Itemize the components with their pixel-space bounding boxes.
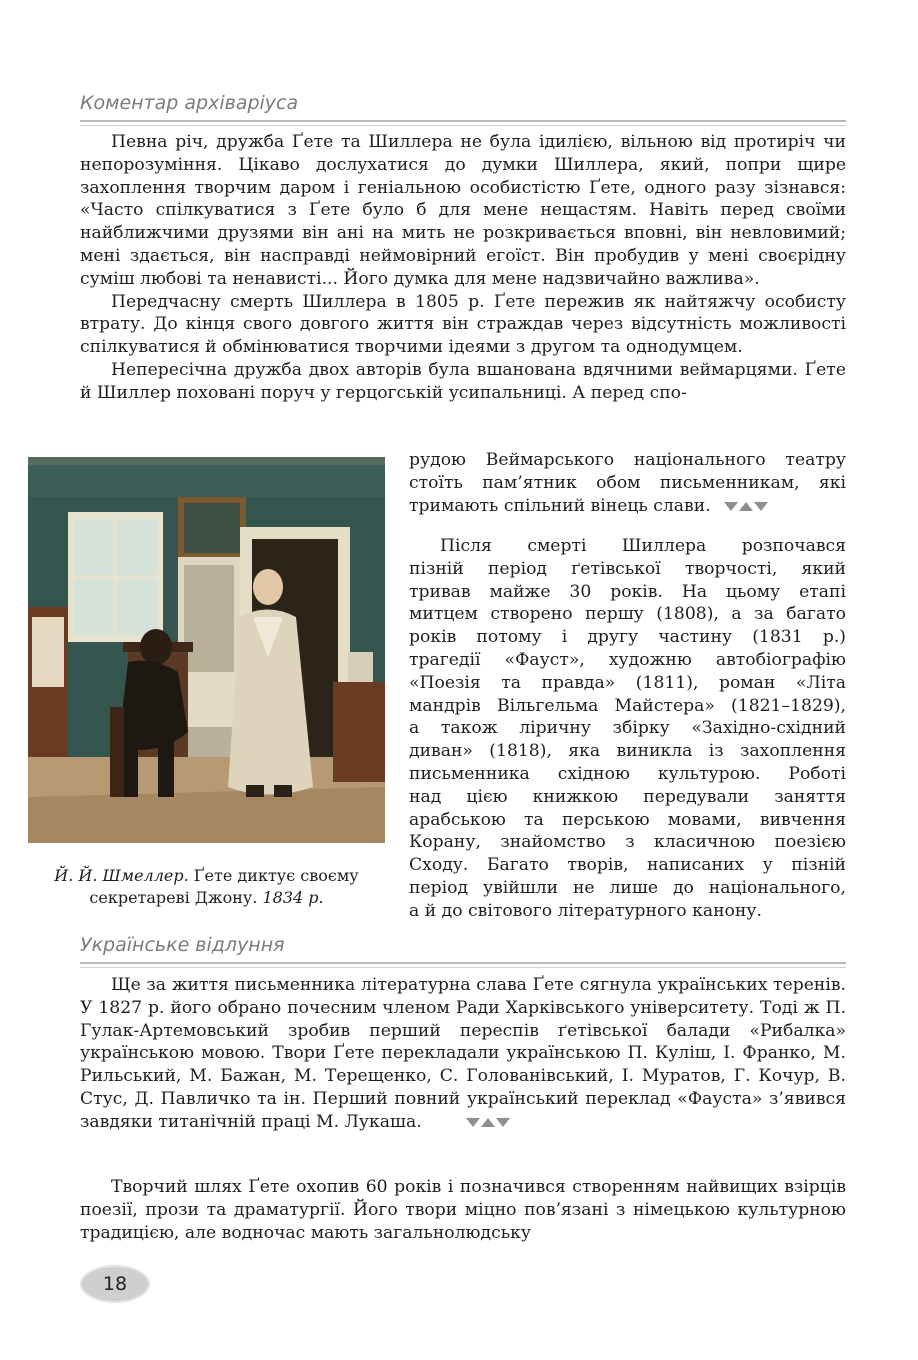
late-period-paragraph <box>409 535 846 923</box>
late-period-line: Сходу. Багато творів, написаних у пізній <box>409 855 846 876</box>
late-period-line: а й до світового літературного канону. <box>409 900 762 921</box>
page-number-badge <box>80 1265 150 1303</box>
heading-rule-thin <box>80 125 846 126</box>
caption-title-cont: секретареві Джону. <box>89 888 258 907</box>
late-period-line: трагедії «Фауст», художню автобіографію <box>409 649 846 670</box>
archivist-paragraph-1: Певна річ, дружба Ґете та Шиллера не була ідилією, вільною від протиріч чи непорозуміння. Цікаво дослухатися до думки Шиллера, який, попри щире захоплення творчим даром і геніальною особистістю Ґете, одного разу зізнався: «Часто спілкуватися з Ґете було б для мене нещастям. Навіть перед своїми найближчими друзями він ані на мить не розкривається вповні, він невловимий; мені здається, він насправді неймовірний егоїст. Він пробудив у мені своєрідну суміш любові та ненависті... Його думка для мене надзвичайно важлива». <box>80 132 846 289</box>
painting-goethe-dictating-icon <box>28 457 385 843</box>
late-period-line: над цією книжкою передували заняття <box>409 786 846 807</box>
painting-image <box>28 457 385 843</box>
heading-rule-thin <box>80 967 846 968</box>
archivist-line: стоїть пам’ятник обом письменникам, які <box>409 472 846 493</box>
late-period-line: тривав майже 30 років. На цьому етапі <box>409 581 846 602</box>
caption-line-1 <box>28 865 385 887</box>
caption-author: Й. Й. Шмеллер. <box>54 866 189 885</box>
archivist-text <box>80 131 846 405</box>
late-period-line: диван» (1818), яка виникла із захоплення <box>409 741 846 762</box>
late-period-line: арабською та перською мовами, вивчення <box>409 809 846 830</box>
heading-rule <box>80 120 846 122</box>
caption-title: Ґете диктує своєму <box>188 866 359 885</box>
archivist-paragraph-2: Передчасну смерть Шиллера в 1805 р. Ґете пережив як найтяжчу особисту втрату. До кінця свого довгого життя він страждав через відсутність можливості спілкуватися й обмінюватися творчими ідеями з другом та однодумцем. <box>80 291 846 358</box>
end-marker-icon <box>435 1111 511 1134</box>
page-number: 18 <box>102 1273 128 1295</box>
late-period-line: «Поезія та правда» (1811), роман «Літа <box>409 672 846 693</box>
archivist-last-line <box>409 495 846 518</box>
caption-line-2 <box>28 887 385 909</box>
ukrainian-heading-text: Українське відлуння <box>80 934 285 956</box>
caption-year: 1834 р. <box>262 888 324 907</box>
closing-text <box>80 1176 846 1244</box>
late-period-line: років потому і другу частину (1831 р.) <box>409 627 846 648</box>
archivist-line: рудою Веймарського національного театру <box>409 450 846 470</box>
archivist-paragraph-3-continued <box>409 449 846 517</box>
ukrainian-text <box>80 974 846 1134</box>
late-period-line: мандрів Вільгельма Майстера» (1821–1829), <box>409 695 846 716</box>
archivist-heading <box>80 92 846 118</box>
late-period-line: митцем створено першу (1808), а за багато <box>409 604 846 625</box>
archivist-paragraph-3: Непересічна дружба двох авторів була вшанована вдячними веймарцями. Ґете й Шиллер поховані поруч у герцогській усипальниці. А перед спо- <box>80 359 846 403</box>
archivist-line: тримають спільний вінець слави. <box>409 495 711 516</box>
archivist-heading-text: Коментар архіваріуса <box>80 92 299 114</box>
painting-caption <box>28 865 385 909</box>
late-period-line: Корану, знайомство з класичною поезією <box>409 832 846 853</box>
ukrainian-heading <box>80 934 846 960</box>
closing-paragraph: Творчий шлях Ґете охопив 60 років і позначився створенням найвищих взірців поезії, прози та драматургії. Його твори міцно пов’язані з німецькою культурною традицією, але водночас мають загальнолюдську <box>80 1177 846 1243</box>
late-period-line: а також ліричну збірку «Західно-східний <box>409 718 846 739</box>
ukrainian-paragraph-text: Ще за життя письменника літературна слава Ґете сягнула українських теренів. У 1827 р. його обрано почесним членом Ради Харківського університету. Тоді ж П. Гулак-Артемовський зробив перший переспів ґетівської балади «Рибалка» українською мовою. Твори Ґете перекладали українською П. Куліш, І. Франко, М. Рильський, М. Бажан, М. Терещенко, С. Голованівський, І. Муратов, Г. Кочур, В. Стус, Д. Павличко та ін. Перший повний український переклад «Фауста» з’явився завдяки титанічній праці М. Лукаша. <box>80 975 846 1132</box>
late-period-line: період увійшли не лише до національного, <box>409 877 846 898</box>
end-marker-icon <box>724 495 769 518</box>
heading-rule <box>80 962 846 964</box>
late-period-line: пізній період ґетівської творчості, який <box>409 558 846 579</box>
late-period-line: Після смерті Шиллера розпочався <box>440 536 846 556</box>
ukrainian-paragraph <box>80 974 846 1134</box>
late-period-line: письменника східною культурою. Роботі <box>409 763 846 784</box>
